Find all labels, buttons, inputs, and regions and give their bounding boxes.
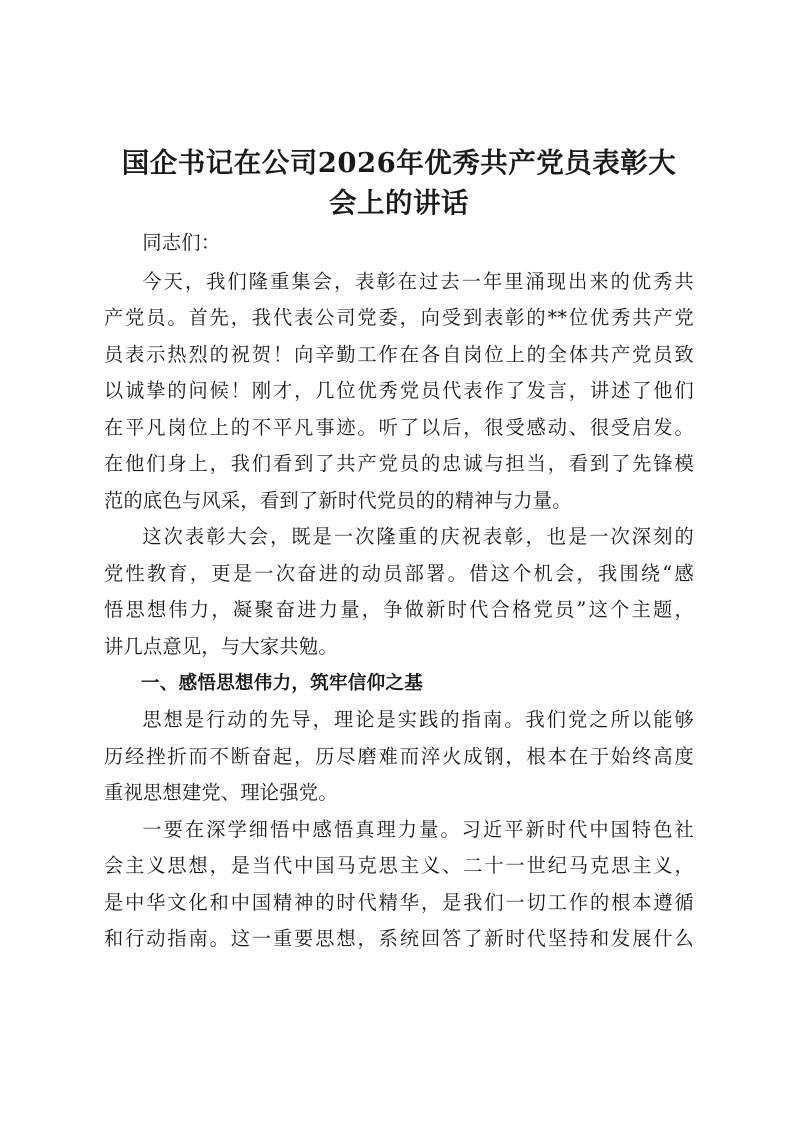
document-body — [104, 143, 694, 958]
title-line: 会上的讲话 — [329, 187, 469, 219]
paragraph-line: 今天，我们隆重集会，表彰在过去一年里涌现出来的优秀共 — [142, 269, 694, 293]
paragraph-line: 讲几点意见，与大家共勉。 — [104, 634, 338, 658]
paragraph-line: 在他们身上，我们看到了共产党员的忠诚与担当，看到了先锋模 — [104, 452, 694, 475]
paragraph-line: 这次表彰大会，既是一次隆重的庆祝表彰，也是一次深刻的 — [142, 525, 694, 548]
paragraph-line: 悟思想伟力，凝聚奋进力量，争做新时代合格党员”这个主题， — [104, 598, 694, 621]
paragraph-line: 思想是行动的先导，理论是实践的指南。我们党之所以能够 — [142, 708, 694, 731]
paragraph-line: 会主义思想，是当代中国马克思主义、二十一世纪马克思主义， — [104, 854, 694, 877]
paragraph-line: 一要在深学细悟中感悟真理力量。习近平新时代中国特色社 — [142, 817, 694, 841]
paragraph-line: 是中华文化和中国精神的时代精华，是我们一切工作的根本遵循 — [104, 890, 694, 914]
paragraph-line: 范的底色与风采，看到了新时代党员的的精神与力量。 — [104, 488, 572, 512]
title-line: 国企书记在公司2026年优秀共产党员表彰大 — [121, 147, 677, 179]
paragraph-line: 员表示热烈的祝贺！向辛勤工作在各自岗位上的全体共产党员致 — [104, 342, 694, 366]
paragraph-line: 在平凡岗位上的不平凡事迹。听了以后，很受感动、很受启发。 — [104, 415, 694, 439]
salutation: 同志们： — [142, 231, 221, 254]
paragraph-purpose — [104, 519, 694, 665]
paragraph-opening — [104, 264, 694, 520]
paragraph-line: 重视思想建党、理论强党。 — [104, 781, 338, 804]
paragraph-line: 和行动指南。这一重要思想，系统回答了新时代坚持和发展什么 — [104, 927, 694, 950]
paragraph-section-intro — [104, 702, 694, 812]
paragraph-line: 党性教育，更是一次奋进的动员部署。借这个机会，我围绕“感 — [104, 561, 694, 585]
document-title — [104, 143, 694, 223]
section-heading: 一、感悟思想伟力，筑牢信仰之基 — [141, 673, 424, 694]
paragraph-point-one — [104, 812, 694, 958]
paragraph-line: 历经挫折而不断奋起，历尽磨难而淬火成钢，根本在于始终高度 — [104, 744, 694, 768]
paragraph-line: 以诚挚的问候！刚才，几位优秀党员代表作了发言，讲述了他们 — [104, 379, 694, 402]
paragraph-line: 产党员。首先，我代表公司党委，向受到表彰的**位优秀共产党 — [104, 306, 694, 329]
